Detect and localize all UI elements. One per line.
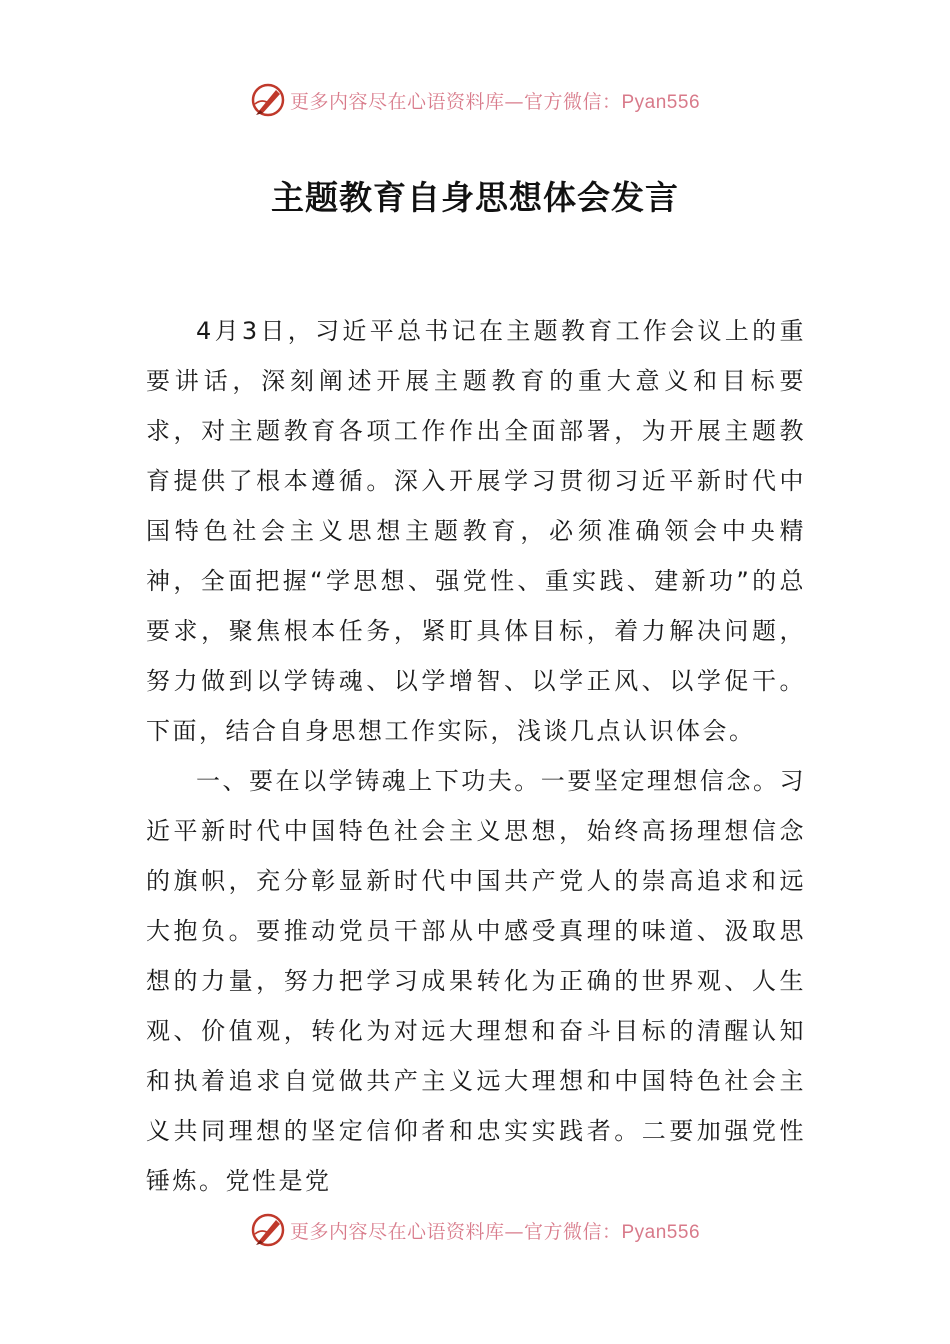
wechat-id: Pyan556 — [621, 91, 701, 113]
document-body — [146, 306, 806, 1206]
header-banner — [0, 80, 950, 120]
banner-text: 更多内容尽在心语资料库—官方微信：Pyan556 — [289, 90, 701, 113]
banner-text: 更多内容尽在心语资料库—官方微信：Pyan556 — [289, 1220, 701, 1243]
footer-banner — [0, 1210, 950, 1250]
pen-logo-icon — [250, 82, 286, 118]
paragraph-intro: 4月3日，习近平总书记在主题教育工作会议上的重要讲话，深刻阐述开展主题教育的重大意义和目标要求，对主题教育各项工作作出全面部署，为开展主题教育提供了根本遵循。深入开展学习贯彻习近平新时代中国特色社会主义思想主题教育，必须准确领会中央精神，全面把握“学思想、强党性、重实践、建新功”的总要求，聚焦根本任务，紧盯具体目标，着力解决问题，努力做到以学铸魂、以学增智、以学正风、以学促干。下面，结合自身思想工作实际，浅谈几点认识体会。 — [146, 317, 806, 745]
paragraph-section-one: 一、要在以学铸魂上下功夫。一要坚定理想信念。习近平新时代中国特色社会主义思想，始终高扬理想信念的旗帜，充分彰显新时代中国共产党人的崇高追求和远大抱负。要推动党员干部从中感受真理的味道、汲取思想的力量，努力把学习成果转化为正确的世界观、人生观、价值观，转化为对远大理想和奋斗目标的清醒认知和执着追求自觉做共产主义远大理想和中国特色社会主义共同理想的坚定信仰者和忠实实践者。二要加强党性锤炼。党性是党 — [146, 767, 806, 1195]
wechat-id: Pyan556 — [621, 1221, 701, 1243]
pen-logo-icon — [250, 1212, 286, 1248]
document-title: 主题教育自身思想体会发言 — [271, 178, 679, 217]
